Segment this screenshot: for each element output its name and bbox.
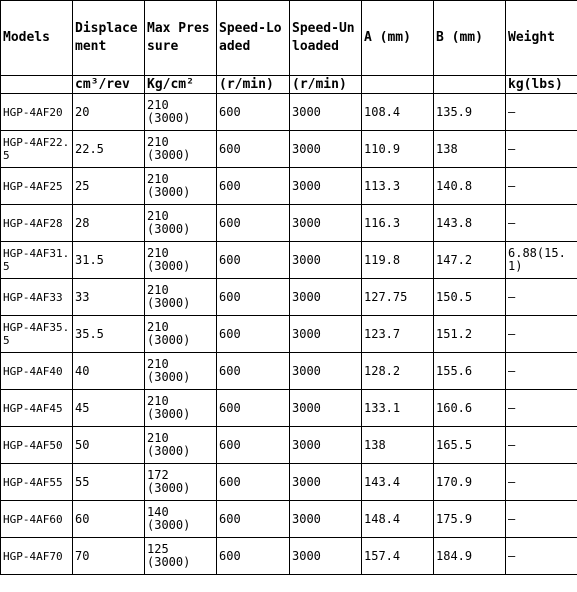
max-pressure-psi: (3000) — [147, 407, 191, 421]
model-cell: HGP-4AF40 — [1, 353, 73, 390]
max-pressure-psi: (3000) — [147, 259, 191, 273]
max-pressure-psi: (3000) — [147, 518, 191, 532]
unit-b-mm — [434, 76, 506, 94]
displacement-cell: 25 — [73, 168, 145, 205]
weight-cell: — — [506, 94, 577, 131]
max-pressure-psi: (3000) — [147, 222, 191, 236]
max-pressure-psi: (3000) — [147, 111, 191, 125]
max-pressure-cell — [145, 316, 217, 353]
b-mm-cell: 135.9 — [434, 94, 506, 131]
unit-speed-unloaded: (r/min) — [290, 76, 362, 94]
b-mm-cell: 151.2 — [434, 316, 506, 353]
table-row — [1, 205, 577, 242]
speed-unloaded-cell: 3000 — [290, 242, 362, 279]
a-mm-cell: 127.75 — [362, 279, 434, 316]
model-cell: HGP-4AF25 — [1, 168, 73, 205]
a-mm-cell: 133.1 — [362, 390, 434, 427]
b-mm-cell: 160.6 — [434, 390, 506, 427]
model-cell: HGP-4AF20 — [1, 94, 73, 131]
max-pressure-psi: (3000) — [147, 148, 191, 162]
b-mm-cell: 140.8 — [434, 168, 506, 205]
table-row — [1, 427, 577, 464]
displacement-cell: 28 — [73, 205, 145, 242]
a-mm-cell: 108.4 — [362, 94, 434, 131]
max-pressure-value: 210 — [147, 98, 169, 112]
header-a-mm: A (mm) — [362, 1, 434, 76]
speed-unloaded-cell: 3000 — [290, 464, 362, 501]
displacement-cell: 35.5 — [73, 316, 145, 353]
speed-unloaded-cell: 3000 — [290, 353, 362, 390]
max-pressure-cell — [145, 242, 217, 279]
table-row — [1, 316, 577, 353]
max-pressure-value: 210 — [147, 209, 169, 223]
model-cell: HGP-4AF55 — [1, 464, 73, 501]
max-pressure-value: 210 — [147, 357, 169, 371]
max-pressure-cell — [145, 501, 217, 538]
max-pressure-value: 210 — [147, 431, 169, 445]
a-mm-cell: 157.4 — [362, 538, 434, 575]
displacement-cell: 50 — [73, 427, 145, 464]
table-row — [1, 538, 577, 575]
unit-speed-loaded: (r/min) — [217, 76, 290, 94]
a-mm-cell: 110.9 — [362, 131, 434, 168]
displacement-cell: 70 — [73, 538, 145, 575]
speed-loaded-cell: 600 — [217, 464, 290, 501]
model-cell: HGP-4AF31.5 — [1, 242, 73, 279]
displacement-cell: 33 — [73, 279, 145, 316]
speed-loaded-cell: 600 — [217, 538, 290, 575]
header-row — [1, 1, 577, 76]
speed-loaded-cell: 600 — [217, 168, 290, 205]
table-row — [1, 279, 577, 316]
speed-unloaded-cell: 3000 — [290, 205, 362, 242]
unit-a-mm — [362, 76, 434, 94]
a-mm-cell: 113.3 — [362, 168, 434, 205]
max-pressure-cell — [145, 279, 217, 316]
displacement-cell: 22.5 — [73, 131, 145, 168]
model-cell: HGP-4AF28 — [1, 205, 73, 242]
speed-loaded-cell: 600 — [217, 390, 290, 427]
max-pressure-psi: (3000) — [147, 555, 191, 569]
displacement-cell: 40 — [73, 353, 145, 390]
max-pressure-psi: (3000) — [147, 333, 191, 347]
a-mm-cell: 138 — [362, 427, 434, 464]
speed-unloaded-cell: 3000 — [290, 501, 362, 538]
speed-unloaded-cell: 3000 — [290, 279, 362, 316]
a-mm-cell: 119.8 — [362, 242, 434, 279]
max-pressure-cell — [145, 205, 217, 242]
weight-cell: — — [506, 427, 577, 464]
weight-cell: — — [506, 316, 577, 353]
max-pressure-value: 210 — [147, 283, 169, 297]
table-row — [1, 131, 577, 168]
speed-unloaded-cell: 3000 — [290, 538, 362, 575]
unit-max-pressure: Kg/cm² — [145, 76, 217, 94]
weight-cell: — — [506, 279, 577, 316]
model-cell: HGP-4AF22.5 — [1, 131, 73, 168]
table-body — [1, 94, 577, 575]
max-pressure-psi: (3000) — [147, 444, 191, 458]
weight-cell: — — [506, 390, 577, 427]
b-mm-cell: 150.5 — [434, 279, 506, 316]
unit-displacement: cm³/rev — [73, 76, 145, 94]
b-mm-cell: 147.2 — [434, 242, 506, 279]
speed-unloaded-cell: 3000 — [290, 390, 362, 427]
speed-loaded-cell: 600 — [217, 94, 290, 131]
displacement-cell: 31.5 — [73, 242, 145, 279]
b-mm-cell: 184.9 — [434, 538, 506, 575]
a-mm-cell: 116.3 — [362, 205, 434, 242]
model-cell: HGP-4AF70 — [1, 538, 73, 575]
speed-loaded-cell: 600 — [217, 131, 290, 168]
max-pressure-value: 210 — [147, 135, 169, 149]
model-cell: HGP-4AF50 — [1, 427, 73, 464]
header-speed-loaded: Speed-Loaded — [217, 1, 290, 76]
header-weight: Weight — [506, 1, 577, 76]
max-pressure-cell — [145, 94, 217, 131]
b-mm-cell: 165.5 — [434, 427, 506, 464]
weight-cell: 6.88(15.1) — [506, 242, 577, 279]
max-pressure-psi: (3000) — [147, 481, 191, 495]
displacement-cell: 55 — [73, 464, 145, 501]
max-pressure-value: 210 — [147, 246, 169, 260]
model-cell: HGP-4AF33 — [1, 279, 73, 316]
table-row — [1, 390, 577, 427]
max-pressure-cell — [145, 390, 217, 427]
max-pressure-psi: (3000) — [147, 296, 191, 310]
max-pressure-cell — [145, 464, 217, 501]
speed-unloaded-cell: 3000 — [290, 427, 362, 464]
speed-loaded-cell: 600 — [217, 427, 290, 464]
b-mm-cell: 170.9 — [434, 464, 506, 501]
a-mm-cell: 128.2 — [362, 353, 434, 390]
a-mm-cell: 143.4 — [362, 464, 434, 501]
speed-loaded-cell: 600 — [217, 501, 290, 538]
max-pressure-psi: (3000) — [147, 370, 191, 384]
table-row — [1, 94, 577, 131]
displacement-cell: 20 — [73, 94, 145, 131]
model-cell: HGP-4AF60 — [1, 501, 73, 538]
max-pressure-cell — [145, 427, 217, 464]
max-pressure-psi: (3000) — [147, 185, 191, 199]
header-speed-unloaded: Speed-Unloaded — [290, 1, 362, 76]
units-row — [1, 76, 577, 94]
max-pressure-value: 140 — [147, 505, 169, 519]
speed-unloaded-cell: 3000 — [290, 168, 362, 205]
b-mm-cell: 138 — [434, 131, 506, 168]
b-mm-cell: 155.6 — [434, 353, 506, 390]
speed-loaded-cell: 600 — [217, 279, 290, 316]
speed-loaded-cell: 600 — [217, 242, 290, 279]
header-max-pressure: Max Pressure — [145, 1, 217, 76]
model-cell: HGP-4AF45 — [1, 390, 73, 427]
unit-models — [1, 76, 73, 94]
max-pressure-value: 125 — [147, 542, 169, 556]
table-row — [1, 501, 577, 538]
weight-cell: — — [506, 205, 577, 242]
table-row — [1, 168, 577, 205]
weight-cell: — — [506, 538, 577, 575]
table-row — [1, 353, 577, 390]
speed-loaded-cell: 600 — [217, 353, 290, 390]
b-mm-cell: 175.9 — [434, 501, 506, 538]
max-pressure-value: 210 — [147, 172, 169, 186]
a-mm-cell: 123.7 — [362, 316, 434, 353]
unit-weight: kg(lbs) — [506, 76, 577, 94]
b-mm-cell: 143.8 — [434, 205, 506, 242]
weight-cell: — — [506, 464, 577, 501]
max-pressure-cell — [145, 168, 217, 205]
max-pressure-cell — [145, 538, 217, 575]
max-pressure-value: 172 — [147, 468, 169, 482]
speed-loaded-cell: 600 — [217, 205, 290, 242]
max-pressure-value: 210 — [147, 394, 169, 408]
a-mm-cell: 148.4 — [362, 501, 434, 538]
weight-cell: — — [506, 501, 577, 538]
weight-cell: — — [506, 131, 577, 168]
speed-unloaded-cell: 3000 — [290, 94, 362, 131]
max-pressure-cell — [145, 353, 217, 390]
header-displacement: Displacement — [73, 1, 145, 76]
header-b-mm: B (mm) — [434, 1, 506, 76]
max-pressure-cell — [145, 131, 217, 168]
header-models: Models — [1, 1, 73, 76]
speed-unloaded-cell: 3000 — [290, 316, 362, 353]
table-row — [1, 464, 577, 501]
speed-loaded-cell: 600 — [217, 316, 290, 353]
max-pressure-value: 210 — [147, 320, 169, 334]
displacement-cell: 60 — [73, 501, 145, 538]
displacement-cell: 45 — [73, 390, 145, 427]
speed-unloaded-cell: 3000 — [290, 131, 362, 168]
model-cell: HGP-4AF35.5 — [1, 316, 73, 353]
weight-cell: — — [506, 168, 577, 205]
table-row — [1, 242, 577, 279]
weight-cell: — — [506, 353, 577, 390]
